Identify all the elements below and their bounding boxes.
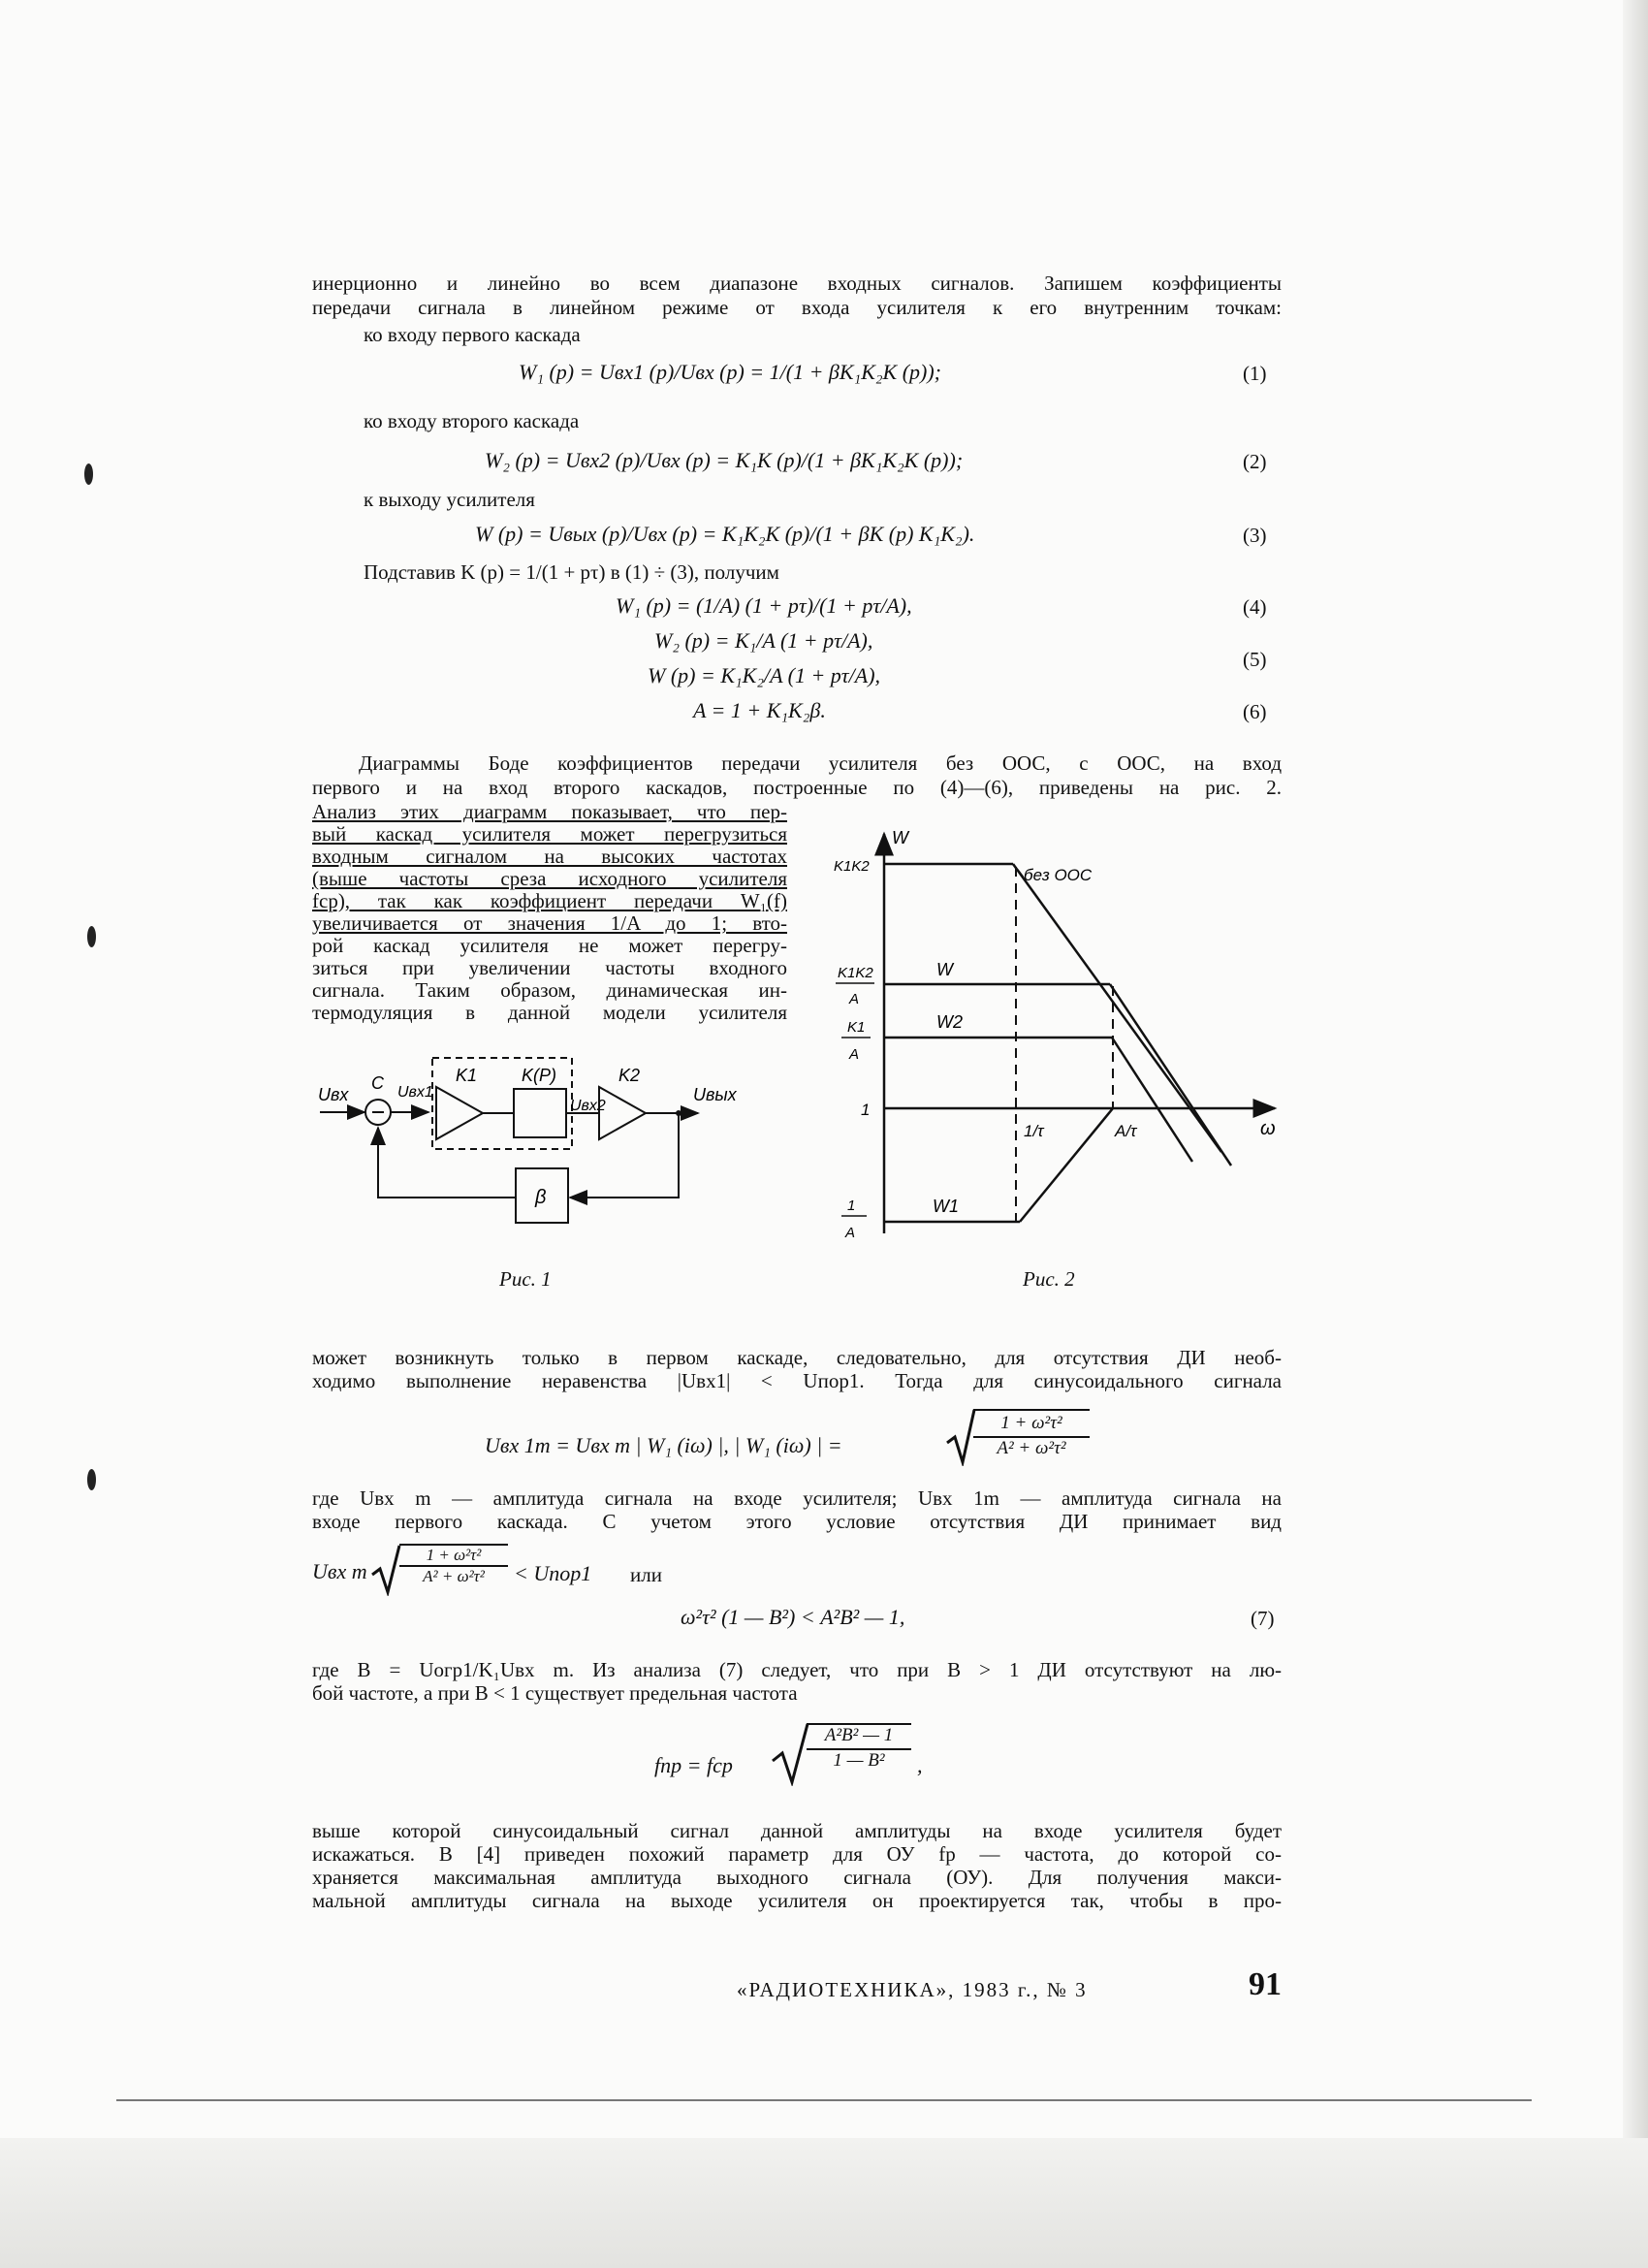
sqrt-numerator: 1 + ω²τ² [1000,1413,1062,1433]
label-beta: β [535,1187,547,1208]
label-uin2: Uвх2 [570,1098,606,1114]
label-one-over-a-num: 1 [847,1198,856,1214]
radical-sign [771,1722,809,1786]
scan-edge-right [1623,0,1648,2268]
text-line: бой частоте, а при B < 1 существует предельная частота [312,1681,798,1705]
scan-edge-bottom [0,2138,1648,2268]
sqrt-denominator: A² + ω²τ² [973,1436,1090,1459]
label-k1: K1 [456,1066,478,1085]
text-line: входным сигналом на высоких частотах [312,845,787,868]
text-line: входе первого каскада. С учетом этого условие отсутствия ДИ принимает вид [312,1510,1282,1533]
page-bottom-rule [116,2099,1532,2101]
text-line: термодуляция в данной модели усилителя [312,1001,787,1024]
inequality-fraction [399,1544,508,1586]
text-line: передачи сигнала в линейном режиме от входа усилителя к его внутренним точкам: [312,296,1282,319]
label-k1-over-a-num: K1 [847,1019,866,1036]
figure-1-caption: Рис. 1 [499,1267,552,1291]
text-line: зиться при увеличении частоты входного [312,956,787,979]
text-line: где Uвх m — амплитуда сигнала на входе усилителя; Uвх 1m — амплитуда сигнала на [312,1486,1282,1510]
or-word: или [630,1563,662,1586]
label-k2: K2 [618,1066,641,1085]
radical-sign [370,1544,401,1596]
label-k1k2-over-a-den: A [849,991,860,1007]
amplifier-k1 [436,1087,483,1139]
punch-mark [87,1469,96,1490]
equation-number: (4) [1243,595,1267,619]
inequality-denominator: A² + ω²τ² [399,1565,508,1586]
equation-label: ко входу второго каскада [364,409,580,432]
label-one: 1 [861,1101,871,1119]
text-line: выше которой синусоидальный сигнал данной амплитуды на входе усилителя будет [312,1819,1282,1842]
label-uin1: Uвх1 [397,1084,433,1101]
radical-sign [945,1408,976,1466]
label-w1: W1 [933,1197,959,1216]
substitution-line: Подставив K (p) = 1/(1 + pτ) в (1) ÷ (3), получим [364,560,779,584]
label-uout: Uвых [693,1085,737,1104]
label-k1k2: K1K2 [834,858,870,875]
text-line: увеличивается от значения 1/A до 1; вто- [312,911,787,935]
equation-3: W (p) = Uвых (p)/Uвх (p) = K₁K₂K (p)/(1 + βK (p) K₁K₂). [475,522,975,546]
equation-5b: W (p) = K₁K₂/A (1 + pτ/A), [648,663,881,687]
label-one-over-a-den: A [845,1225,856,1241]
punch-mark [84,463,93,485]
block-kp [514,1089,566,1137]
label-no-feedback: без ООС [1024,866,1093,884]
label-w2: W2 [936,1012,963,1032]
label-one-over-tau: 1/τ [1024,1122,1044,1140]
fpr-left: fпр = fср [654,1753,733,1777]
axis-omega: ω [1260,1118,1276,1139]
text-line: храняется максимальная амплитуда выходного сигнала (ОУ). Для получения макси- [312,1866,1282,1889]
label-kp: K(P) [522,1066,556,1085]
equation-number: (6) [1243,700,1267,723]
equation-amplitude: Uвх 1m = Uвх m | W₁ (iω) |, | W₁ (iω) | = [485,1433,842,1457]
label-k1k2-over-a-num: K1K2 [838,965,873,981]
inequality-left: Uвх m [312,1559,367,1583]
label-a-over-tau: A/τ [1115,1122,1137,1140]
journal-footer: «РАДИОТЕХНИКА», 1983 г., № 3 [737,1978,1088,2001]
amplifier-k2 [599,1087,646,1139]
text-line: (выше частоты среза исходного усилителя [312,867,787,890]
inequality-right: < Uпор1 [514,1561,592,1585]
text-line: Анализ этих диаграмм показывает, что пер- [312,800,787,823]
label-k1-over-a-den: A [849,1046,860,1063]
inequality-numerator: 1 + ω²τ² [426,1546,482,1564]
equation-label: к выходу усилителя [364,488,535,511]
equation-2: W₂ (p) = Uвх2 (p)/Uвх (p) = K₁K (p)/(1 + βK₁K₂K (p)); [485,448,964,472]
text-line: может возникнуть только в первом каскаде, следовательно, для отсутствия ДИ необ- [312,1346,1282,1369]
figure-2-caption: Рис. 2 [1023,1267,1075,1291]
equation-number: (3) [1243,524,1267,547]
figure-1-block-diagram [310,1042,737,1236]
equation-number: (2) [1243,450,1267,473]
punch-mark [87,926,96,947]
equation-number: (5) [1243,648,1267,671]
axis-w: W [892,828,908,847]
equation-label: ко входу первого каскада [364,323,581,346]
equation-number: (7) [1251,1607,1275,1630]
text-line: первого и на вход второго каскадов, построенные по (4)—(6), приведены на рис. 2. [312,776,1282,799]
label-uin: Uвх [318,1085,349,1104]
text-line: fср), так как коэффициент передачи W₁(f) [312,889,787,912]
equation-1: W₁ (p) = Uвх1 (p)/Uвх (p) = 1/(1 + βK₁K₂K (p)); [519,360,942,384]
figure-2-bode-diagram [834,816,1289,1262]
equation-number: (1) [1243,362,1267,385]
text-line: инерционно и линейно во всем диапазоне входных сигналов. Запишем коэффициенты [312,272,1282,295]
label-c: C [371,1073,384,1093]
page-number: 91 [1249,1966,1282,2002]
label-w: W [936,960,953,979]
text-line: Диаграммы Боде коэффициентов передачи усилителя без ООС, с ООС, на вход [359,751,1282,775]
text-line: искажаться. В [4] приведен похожий параметр для ОУ fр — частота, до которой со- [312,1842,1282,1866]
equation-6: A = 1 + K₁K₂β. [693,698,826,722]
fpr-fraction [807,1723,911,1772]
fraction-top [973,1409,1090,1459]
text-line: ходимо выполнение неравенства |Uвх1| < Uпор1. Тогда для синусоидального сигнала [312,1369,1282,1392]
fpr-denominator: 1 — B² [807,1748,911,1772]
text-line: сигнала. Таким образом, динамическая ин- [312,978,787,1002]
text-line: вый каскад усилителя может перегрузиться [312,822,787,846]
equation-7: ω²τ² (1 — B²) < A²B² — 1, [681,1605,905,1629]
fpr-numerator: A²B² — 1 [824,1725,894,1745]
equation-4: W₁ (p) = (1/A) (1 + pτ)/(1 + pτ/A), [616,593,912,618]
equation-5a: W₂ (p) = K₁/A (1 + pτ/A), [654,628,873,653]
text-line: где B = Uогр1/K₁Uвх m. Из анализа (7) следует, что при B > 1 ДИ отсутствуют на лю- [312,1658,1282,1681]
fpr-comma: , [917,1753,923,1777]
text-line: рой каскад усилителя не может перегру- [312,934,787,957]
text-line: мальной амплитуды сигнала на выходе усилителя он проектируется так, чтобы в про- [312,1889,1282,1912]
